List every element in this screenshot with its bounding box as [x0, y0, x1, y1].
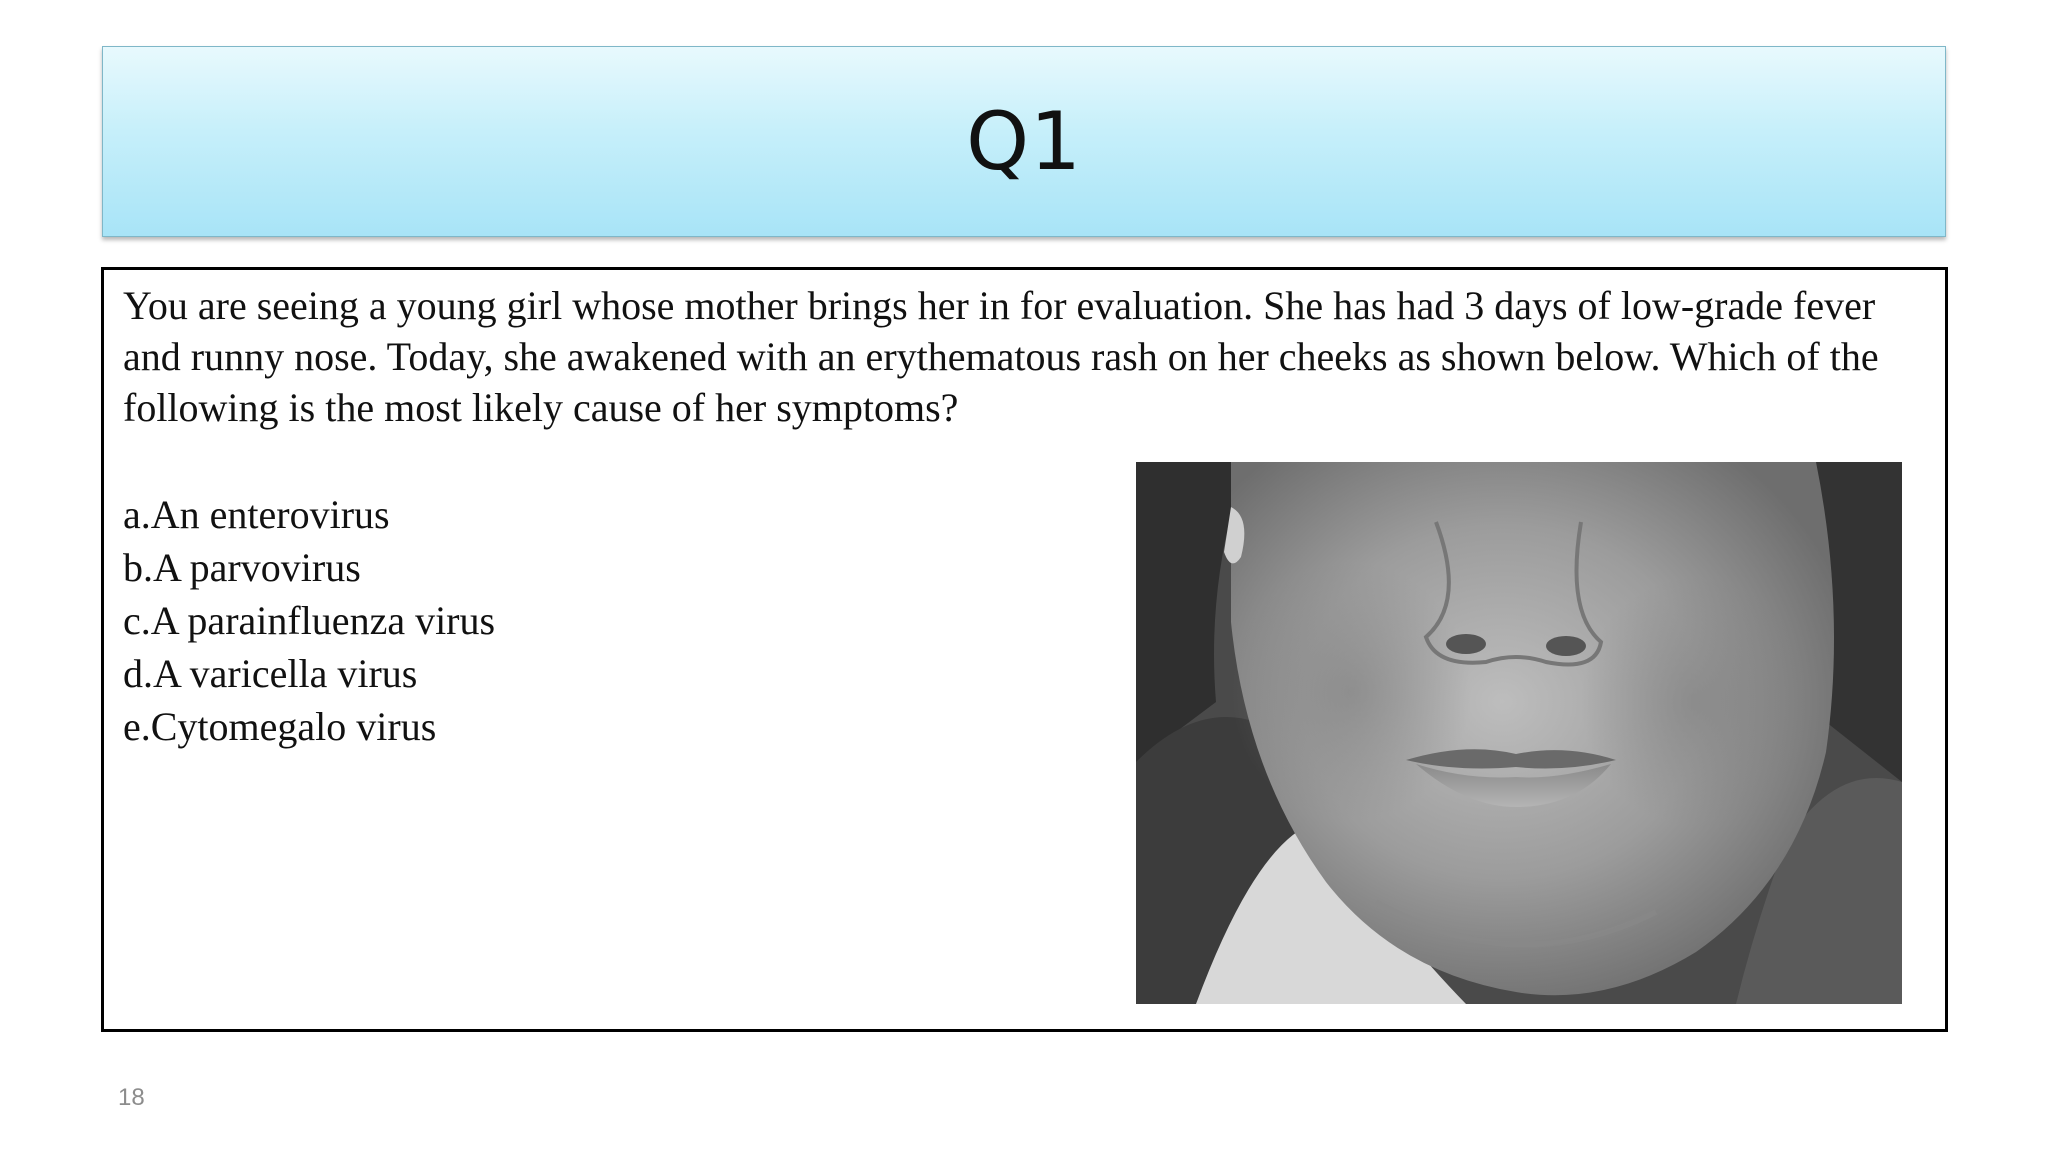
option-d: d.A varicella virus	[123, 651, 418, 696]
option-c: c.A parainfluenza virus	[123, 598, 496, 643]
question-panel	[101, 267, 1948, 1032]
option-e: e.Cytomegalo virus	[123, 704, 437, 749]
page-number: 18	[118, 1084, 145, 1111]
patient-face-photo	[1136, 462, 1902, 1004]
option-a: a.An enterovirus	[123, 492, 390, 537]
answer-options	[123, 488, 495, 753]
slide-title: Q1	[966, 94, 1082, 188]
option-b: b.A parvovirus	[123, 545, 361, 590]
title-banner	[102, 46, 1946, 237]
question-text: You are seeing a young girl whose mother brings her in for evaluation. She has had 3 days of low-grade fever and runny nose. Today, she awakened with an erythematous rash on her cheeks as shown below. Which of the following is the most likely cause of her symptoms?	[123, 283, 1879, 430]
